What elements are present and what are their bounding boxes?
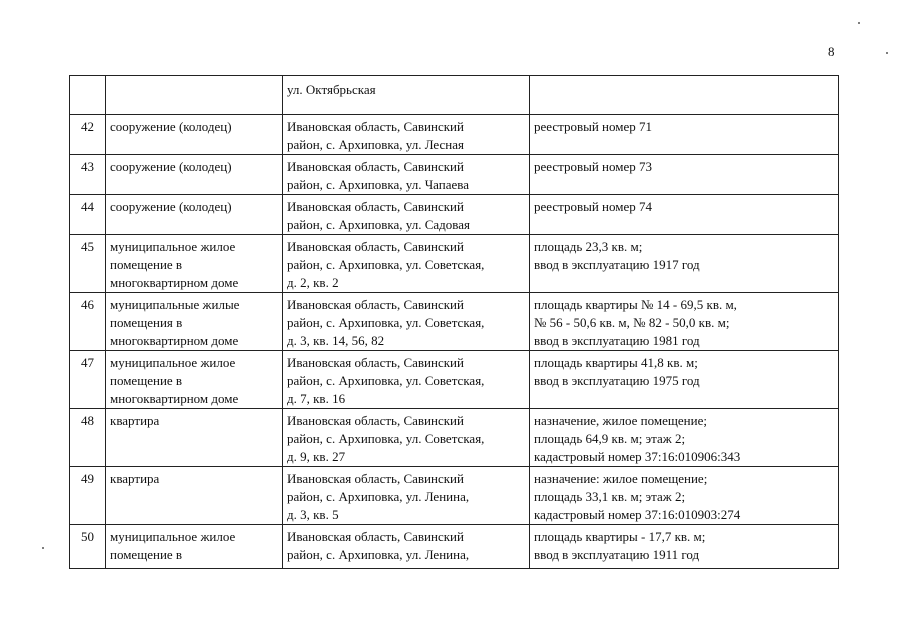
object-name-cell: квартира — [106, 467, 283, 525]
details-cell: назначение, жилое помещение; площадь 64,9 кв. м; этаж 2; кадастровый номер 37:16:010906:343 — [530, 409, 839, 467]
row-number-cell: 50 — [70, 525, 106, 569]
address-cell: Ивановская область, Савинский район, с. Архиповка, ул. Чапаева — [283, 155, 530, 195]
address-cell: Ивановская область, Савинский район, с. Архиповка, ул. Лесная — [283, 115, 530, 155]
scan-speck — [886, 52, 888, 54]
details-cell: реестровый номер 74 — [530, 195, 839, 235]
address-cell: Ивановская область, Савинский район, с. Архиповка, ул. Советская, д. 7, кв. 16 — [283, 351, 530, 409]
table-row — [70, 409, 839, 467]
object-name-cell: квартира — [106, 409, 283, 467]
details-cell — [530, 76, 839, 115]
table-row — [70, 115, 839, 155]
details-cell: реестровый номер 71 — [530, 115, 839, 155]
address-cell: ул. Октябрьская — [283, 76, 530, 115]
row-number-cell: 48 — [70, 409, 106, 467]
table-row — [70, 235, 839, 293]
address-cell: Ивановская область, Савинский район, с. Архиповка, ул. Садовая — [283, 195, 530, 235]
object-name-cell: муниципальное жилое помещение в — [106, 525, 283, 569]
object-name-cell: муниципальные жилые помещения в многоквартирном доме — [106, 293, 283, 351]
details-cell: площадь квартиры 41,8 кв. м; ввод в эксплуатацию 1975 год — [530, 351, 839, 409]
page-number: 8 — [828, 44, 835, 59]
property-registry-table — [69, 75, 839, 569]
address-cell: Ивановская область, Савинский район, с. Архиповка, ул. Ленина, д. 3, кв. 5 — [283, 467, 530, 525]
object-name-cell: сооружение (колодец) — [106, 115, 283, 155]
details-cell: реестровый номер 73 — [530, 155, 839, 195]
row-number-cell: 42 — [70, 115, 106, 155]
table-row — [70, 351, 839, 409]
table-row — [70, 467, 839, 525]
table-row — [70, 195, 839, 235]
table-row — [70, 525, 839, 569]
row-number-cell: 47 — [70, 351, 106, 409]
row-number-cell: 45 — [70, 235, 106, 293]
table-row — [70, 293, 839, 351]
details-cell: площадь 23,3 кв. м; ввод в эксплуатацию 1917 год — [530, 235, 839, 293]
details-cell: площадь квартиры № 14 - 69,5 кв. м, № 56 - 50,6 кв. м, № 82 - 50,0 кв. м; ввод в эксплуатацию 1981 год — [530, 293, 839, 351]
object-name-cell: сооружение (колодец) — [106, 155, 283, 195]
row-number-cell: 46 — [70, 293, 106, 351]
address-cell: Ивановская область, Савинский район, с. Архиповка, ул. Советская, д. 2, кв. 2 — [283, 235, 530, 293]
object-name-cell: муниципальное жилое помещение в многоквартирном доме — [106, 235, 283, 293]
row-number-cell: 44 — [70, 195, 106, 235]
details-cell: назначение: жилое помещение; площадь 33,1 кв. м; этаж 2; кадастровый номер 37:16:010903:274 — [530, 467, 839, 525]
object-name-cell: сооружение (колодец) — [106, 195, 283, 235]
address-cell: Ивановская область, Савинский район, с. Архиповка, ул. Советская, д. 3, кв. 14, 56, 82 — [283, 293, 530, 351]
object-name-cell — [106, 76, 283, 115]
address-cell: Ивановская область, Савинский район, с. Архиповка, ул. Советская, д. 9, кв. 27 — [283, 409, 530, 467]
details-cell: площадь квартиры - 17,7 кв. м; ввод в эксплуатацию 1911 год — [530, 525, 839, 569]
object-name-cell: муниципальное жилое помещение в многоквартирном доме — [106, 351, 283, 409]
row-number-cell: 43 — [70, 155, 106, 195]
scan-speck — [858, 22, 860, 24]
row-number-cell: 49 — [70, 467, 106, 525]
scan-speck — [42, 547, 44, 549]
address-cell: Ивановская область, Савинский район, с. Архиповка, ул. Ленина, — [283, 525, 530, 569]
table-row-continuation — [70, 76, 839, 115]
table-row — [70, 155, 839, 195]
row-number-cell — [70, 76, 106, 115]
